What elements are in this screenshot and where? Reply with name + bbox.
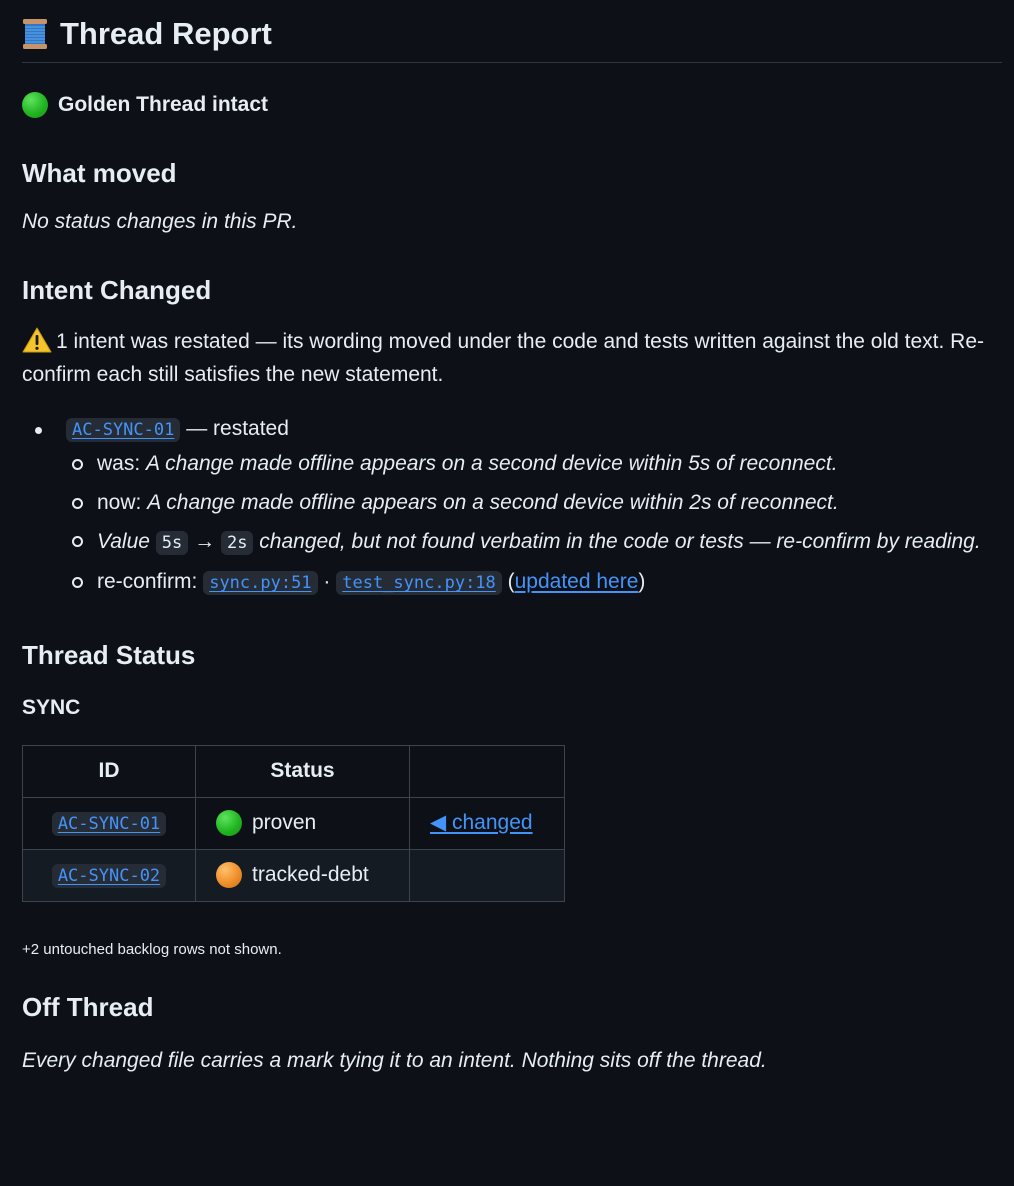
page-title-text: Thread Report [60,16,272,51]
now-item [66,487,1002,520]
green-circle-icon [22,92,48,118]
status-value: proven [252,811,317,835]
column-header-id: ID [23,745,196,797]
what-moved-text: No status changes in this PR. [22,210,298,234]
reconfirm-item [66,566,1002,599]
green-circle-icon [216,810,242,836]
thread-status-text: Golden Thread intact [58,93,269,117]
group-heading: SYNC [22,696,81,720]
reconfirm-file-link[interactable]: sync.py:51 [203,571,317,595]
now-text: A change made offline appears on a second device within 2s of reconnect. [147,490,839,514]
off-thread-heading: Off Thread [22,992,154,1023]
intent-detail-list [66,448,1002,599]
value-new: 2s [221,531,253,555]
page-title [22,0,1002,63]
intent-list [22,413,1002,598]
value-label: Value [97,530,150,554]
row-id-link[interactable]: AC-SYNC-01 [52,812,166,836]
was-label: was: [97,451,141,475]
row-id-link[interactable]: AC-SYNC-02 [52,864,166,888]
status-table [22,745,565,902]
value-arrow: → [194,530,216,554]
orange-circle-icon [216,862,242,888]
id-cell [23,849,196,901]
note-cell [410,797,565,849]
intent-changed-heading: Intent Changed [22,274,212,305]
thread-status-heading: Thread Status [22,639,196,670]
intent-warning-text: 1 intent was restated — its wording moved under the code and tests written against the old text. Re-confirm each still satisfies the new statement. [22,330,984,387]
intent-warning [22,325,1002,391]
value-old: 5s [156,531,188,555]
now-label: now: [97,490,142,514]
table-row [23,797,565,849]
reconfirm-separator: · [323,570,331,594]
was-item [66,448,1002,481]
reconfirm-label: re-confirm: [97,570,198,594]
value-item [66,525,1002,560]
intent-suffix: — restated [186,417,289,441]
updated-here-link[interactable]: updated here [514,570,639,594]
id-cell [23,797,196,849]
status-cell [196,797,410,849]
value-note: changed, but not found verbatim in the code or tests — re-confirm by reading. [259,530,981,554]
table-row [23,849,565,901]
column-header-status: Status [196,745,410,797]
paren-open: ( [507,570,515,594]
changed-link[interactable]: ◀ changed [430,811,533,835]
reconfirm-test-link[interactable]: test_sync.py:18 [336,571,502,595]
spool-of-thread-icon [22,18,48,50]
what-moved-heading: What moved [22,158,177,189]
intent-id-link[interactable]: AC-SYNC-01 [66,418,180,442]
warning-icon [22,327,52,353]
table-header-row [23,745,565,797]
paren-close: ) [638,570,646,594]
off-thread-text: Every changed file carries a mark tying it to an intent. Nothing sits off the thread. [22,1049,767,1073]
was-text: A change made offline appears on a second device within 5s of reconnect. [146,451,838,475]
thread-status-summary [22,89,1002,121]
note-cell [410,849,565,901]
backlog-footnote: +2 untouched backlog rows not shown. [22,940,282,958]
list-item [22,413,1002,598]
status-cell [196,849,410,901]
status-value: tracked-debt [252,863,369,887]
column-header-note [410,745,565,797]
